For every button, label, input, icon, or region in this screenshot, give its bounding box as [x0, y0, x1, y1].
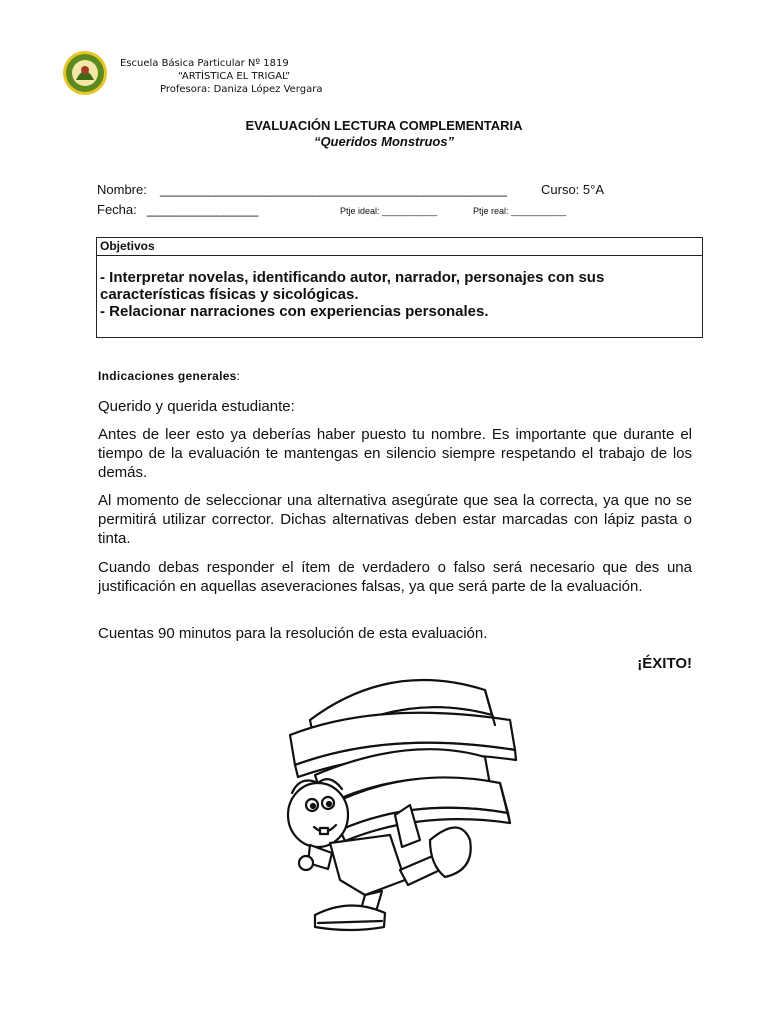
- ptje-real-field[interactable]: Ptje real: ___________: [473, 206, 567, 216]
- paragraph: Al momento de seleccionar una alternativa asegúrate que sea la correcta, ya que no se permitirá utilizar corrector. Dichas alternativas deben estar marcadas con lápiz pasta o tinta.: [98, 492, 692, 547]
- paragraph: Cuentas 90 minutos para la resolución de esta evaluación.: [98, 625, 488, 642]
- indicaciones-heading: [98, 369, 240, 383]
- objetivos-list: [97, 256, 702, 320]
- fecha-label: Fecha:: [97, 202, 137, 217]
- greeting: Querido y querida estudiante:: [98, 398, 295, 415]
- paragraph: Cuando debas responder el ítem de verdadero o falso será necesario que des una justificación en aquellas aseveraciones falsas, ya que será parte de la evaluación.: [98, 559, 692, 595]
- child-carrying-books-icon: [270, 665, 530, 935]
- teacher-name: Profesora: Daniza López Vergara: [160, 84, 323, 95]
- fecha-field[interactable]: ________________: [147, 202, 258, 217]
- school-quote: “ARTÍSTICA EL TRIGAL”: [178, 71, 291, 82]
- nombre-label: Nombre:: [97, 182, 147, 197]
- school-logo-icon: [62, 50, 108, 96]
- curso-label: Curso: 5°A: [541, 182, 605, 197]
- objetivos-box: [96, 237, 703, 338]
- paragraph: Antes de leer esto ya deberías haber puesto tu nombre. Es importante que durante el tiempo de la evaluación te mantengas en silencio siempre respetando el trabajo de los demás.: [98, 426, 692, 481]
- indicaciones-colon: :: [236, 369, 241, 383]
- closing-exito: ¡ÉXITO!: [637, 655, 692, 672]
- nombre-field[interactable]: __________________________________________________: [160, 182, 507, 197]
- objetivo-item: - Relacionar narraciones con experiencias personales.: [100, 303, 489, 320]
- page-title: EVALUACIÓN LECTURA COMPLEMENTARIA: [245, 118, 523, 133]
- page-subtitle: “Queridos Monstruos”: [313, 134, 455, 149]
- objetivos-heading: Objetivos: [97, 238, 702, 256]
- indicaciones-heading-text: Indicaciones generales: [98, 369, 237, 383]
- school-name: Escuela Básica Particular Nº 1819: [120, 58, 289, 69]
- ptje-ideal-field[interactable]: Ptje ideal: ___________: [340, 206, 438, 216]
- objetivo-item: - Interpretar novelas, identificando autor, narrador, personajes con sus características físicas y sicológicas.: [100, 269, 605, 303]
